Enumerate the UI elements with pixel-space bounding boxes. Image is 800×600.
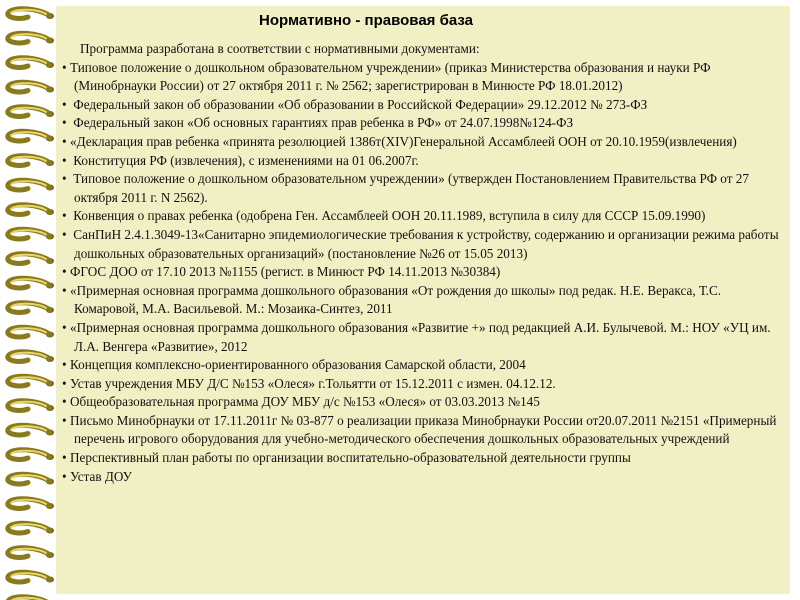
list-item-text: «Декларация прав ребенка «принята резолюцией 1386т(XIV)Генеральной Ассамблеей ООН от 20.10.1959(извлечения) — [70, 133, 737, 149]
bullet-icon: • — [62, 152, 67, 168]
spiral-rings-icon — [0, 0, 60, 600]
page-title: Нормативно - правовая база — [259, 12, 473, 29]
bullet-icon: • — [62, 394, 67, 410]
paper-panel — [56, 6, 790, 594]
bullet-icon: • — [62, 115, 67, 131]
bullet-icon: • — [62, 59, 67, 75]
bullet-icon: • — [62, 468, 67, 484]
list-item-text: Письмо Минобрнауки от 17.11.2011г № 03-877 о реализации приказа Минобрнауки России от20.07.2011 №2151 «Примерный перечень игрового оборудования для учебно-методического обеспечения дошкольных образовательных учреждений — [70, 412, 777, 447]
list-item — [62, 449, 786, 468]
list-item-text: Конвенция о правах ребенка (одобрена Ген. Ассамблеей ООН 20.11.1989, вступила в силу для СССР 15.09.1990) — [70, 208, 706, 224]
list-item-text: Типовое положение о дошкольном образовательном учреждении» (утвержден Постановлением Правительства РФ от 27 октября 2011 г. N 2562). — [70, 171, 749, 205]
bullet-icon: • — [62, 450, 67, 466]
list-item — [62, 114, 786, 133]
list-item — [62, 356, 786, 375]
list-item — [62, 170, 786, 207]
bullet-icon: • — [62, 133, 67, 149]
list-item-text: «Примерная основная программа дошкольного образования «От рождения до школы» под редак. Н.Е. Веракса, Т.С. Комаровой, М.А. Васильевой. М.: Мозаика-Синтез, 2011 — [70, 282, 722, 317]
notebook-binding — [0, 0, 60, 600]
list-item — [62, 263, 786, 282]
list-item-text: ФГОС ДОО от 17.10 2013 №1155 (регист. в Минюст РФ 14.11.2013 №30384) — [70, 264, 501, 280]
list-item-text: Конституция РФ (извлечения), с изменениями на 01 06.2007г. — [70, 152, 419, 168]
list-item — [62, 393, 786, 412]
bullet-icon: • — [62, 226, 67, 242]
bullet-icon: • — [62, 282, 67, 298]
list-item-text: СанПиН 2.4.1.3049-13«Санитарно эпидемиологические требования к устройству, содержанию и организации режима работы дошкольных образовательных организаций» (постановление №26 от 15.05 2013) — [70, 226, 779, 261]
bullet-icon: • — [62, 375, 67, 391]
bullet-icon: • — [62, 264, 67, 280]
list-item-text: Перспективный план работы по организации воспитательно-образовательной деятельности группы — [70, 450, 631, 466]
bullet-icon: • — [62, 96, 67, 112]
list-item — [62, 207, 786, 226]
list-item — [62, 59, 786, 96]
list-item — [62, 282, 786, 319]
bullet-icon: • — [62, 171, 67, 187]
list-item-text: Устав учреждения МБУ Д/С №153 «Олеся» г.Тольятти от 15.12.2011 с измен. 04.12.12. — [70, 375, 556, 391]
list-item — [62, 96, 786, 115]
list-item — [62, 412, 786, 449]
list-item-text: Концепция комплексно-ориентированного образования Самарской области, 2004 — [70, 357, 526, 373]
bullet-icon: • — [62, 412, 67, 428]
document-body — [62, 40, 786, 486]
intro-text: Программа разработана в соответствии с нормативными документами: — [80, 41, 480, 56]
list-item — [62, 319, 786, 356]
bullet-icon: • — [62, 208, 67, 224]
bullet-icon: • — [62, 319, 67, 335]
list-item-text: Типовое положение о дошкольном образовательном учреждении» (приказ Министерства образования и науки РФ (Минобрнауки России) от 27 октября 2011 г. № 2562; зарегистрирован в Минюсте РФ 18.01.2012) — [70, 59, 711, 94]
list-item-text: Федеральный закон об образовании «Об образовании в Российской Федерации» 29.12.2012 № 273-ФЗ — [70, 96, 648, 112]
list-item-text: «Примерная основная программа дошкольного образования «Развитие +» под редакцией А.И. Булычевой. М.: НОУ «УЦ им. Л.А. Венгера «Развитие», 2012 — [70, 319, 771, 354]
list-item-text: Общеобразовательная программа ДОУ МБУ д/с №153 «Олеся» от 03.03.2013 №145 — [70, 394, 540, 410]
list-item — [62, 375, 786, 394]
list-item-text: Устав ДОУ — [70, 468, 133, 484]
document-list — [62, 59, 786, 487]
bullet-icon: • — [62, 357, 67, 373]
list-item — [62, 133, 786, 152]
list-item-text: Федеральный закон «Об основных гарантиях прав ребенка в РФ» от 24.07.1998№124-ФЗ — [70, 115, 574, 131]
list-item — [62, 152, 786, 171]
list-item — [62, 226, 786, 263]
list-item — [62, 468, 786, 487]
